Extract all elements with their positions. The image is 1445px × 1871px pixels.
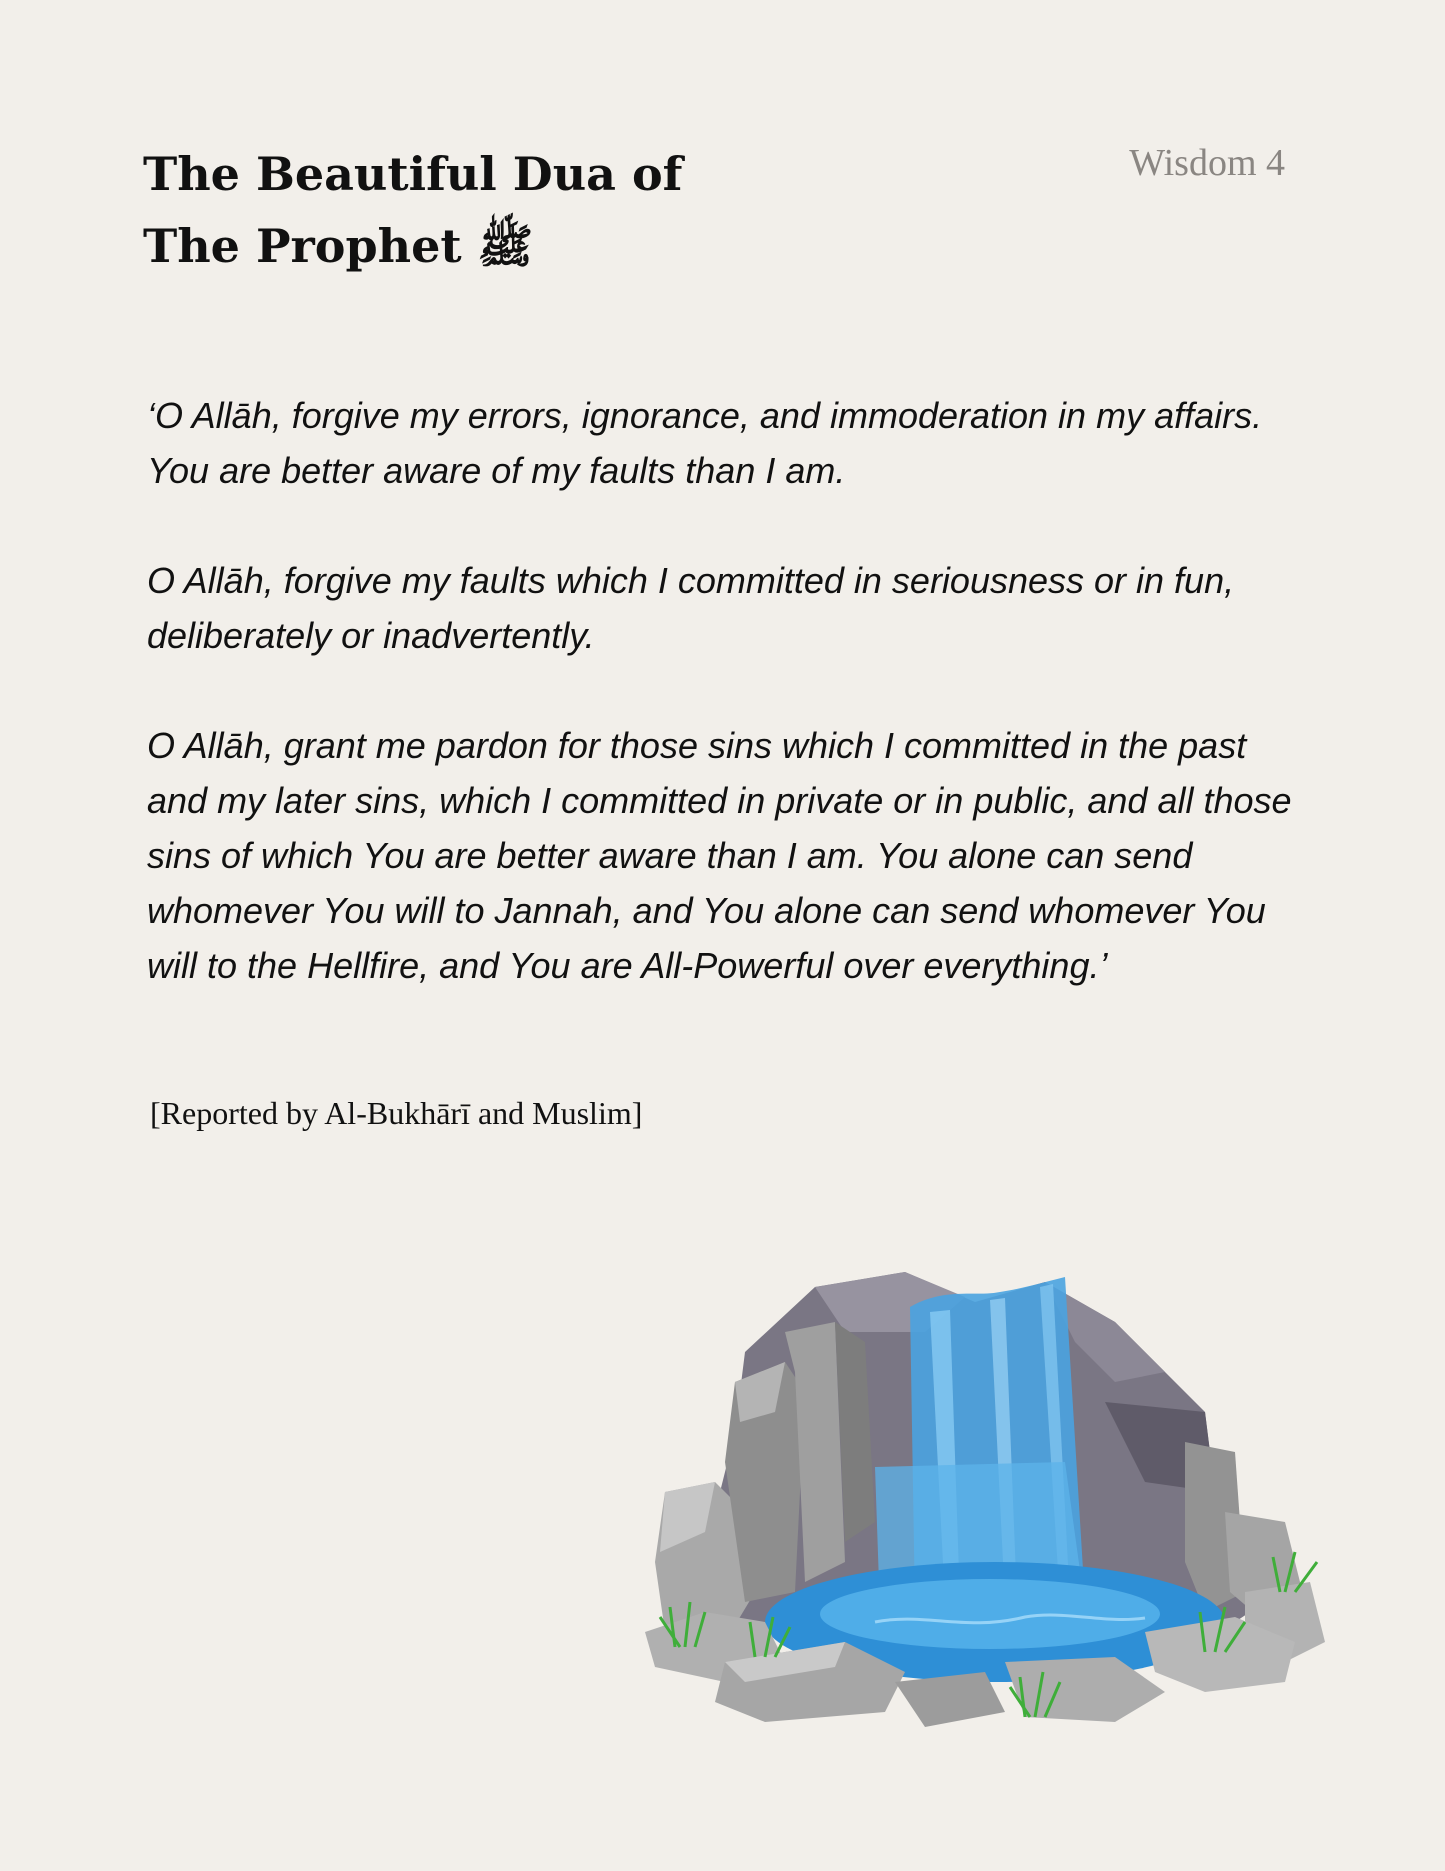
dua-paragraph-3: O Allāh, grant me pardon for those sins which I committed in the past and my later sins, which I committed in private or in public, and all those sins of which You are better aware than I am. You alone can send whomever You will to Jannah, and You alone can send whomever You will to the Hellfire, and You are All-Powerful over everything.’: [147, 725, 1292, 986]
dua-text: [147, 388, 1297, 1048]
page-title: The Beautiful Dua of The Prophet ﷺ: [143, 147, 683, 273]
waterfall-illustration: [645, 1262, 1335, 1737]
dua-paragraph-1: ‘O Allāh, forgive my errors, ignorance, and immoderation in my affairs. You are better aware of my faults than I am.: [147, 395, 1263, 491]
dua-paragraph-2: O Allāh, forgive my faults which I committed in seriousness or in fun, deliberately or inadvertently.: [147, 560, 1235, 656]
section-label: Wisdom 4: [1129, 142, 1285, 184]
hadith-source: [Reported by Al-Bukhārī and Muslim]: [150, 1095, 643, 1131]
